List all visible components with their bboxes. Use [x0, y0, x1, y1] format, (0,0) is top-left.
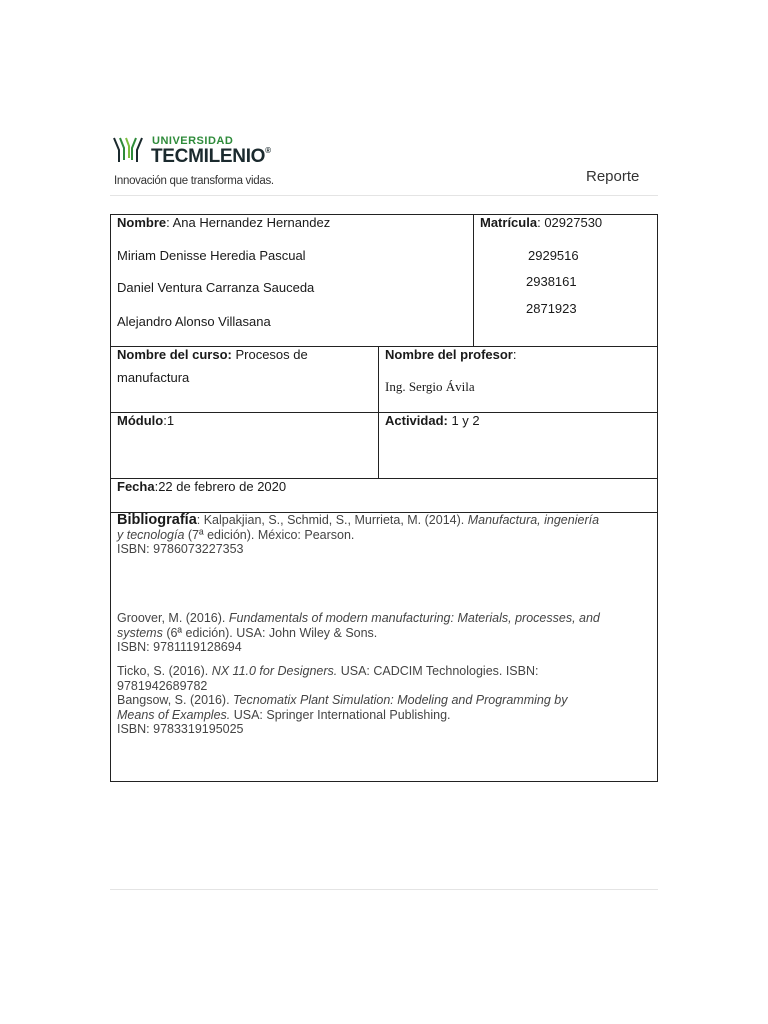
university-logo	[112, 134, 312, 194]
module-value: Módulo:1	[117, 413, 175, 428]
reference-4: Bangsow, S. (2016). Tecnomatix Plant Simulation: Modeling and Programming by Means of Examples. USA: Springer International Publishing. ISBN: 9783319195025	[117, 693, 568, 736]
report-label: Reporte	[586, 168, 640, 185]
matricula-cell	[474, 215, 657, 346]
module-cell	[111, 413, 378, 478]
matricula-4: 2871923	[526, 301, 577, 316]
matricula-3: 2938161	[526, 274, 577, 289]
professor-cell	[379, 347, 657, 412]
student-name-1: Nombre: Ana Hernandez Hernandez	[117, 215, 331, 230]
professor-name: Ing. Sergio Ávila	[385, 379, 475, 394]
matricula-1: Matrícula: 02927530	[480, 215, 603, 230]
course-name-cont: manufactura	[117, 370, 190, 385]
activity-value: Actividad: 1 y 2	[385, 413, 480, 428]
course-cell	[111, 347, 378, 412]
logo-small-text: UNIVERSIDAD	[152, 135, 234, 147]
bibliography-label: Bibliografía	[117, 512, 197, 528]
course-name: Nombre del curso: Procesos de	[117, 347, 308, 362]
footer-divider	[110, 889, 658, 890]
date-row	[111, 479, 657, 513]
bibliography-row	[111, 513, 657, 781]
logo-tagline: Innovación que transforma vidas.	[114, 175, 274, 187]
module-row	[111, 413, 657, 479]
student-names-cell	[111, 215, 473, 346]
matricula-2: 2929516	[528, 248, 579, 263]
reference-1: Bibliografía: Kalpakjian, S., Schmid, S., Murrieta, M. (2014). Manufactura, ingeniería y tecnología (7ª edición). México: Pearson. ISBN: 9786073227353	[117, 512, 600, 556]
cover-table	[110, 214, 658, 782]
tecmilenio-logo-icon	[112, 136, 146, 164]
reference-3: Ticko, S. (2016). NX 11.0 for Designers. USA: CADCIM Technologies. ISBN: 9781942689782	[117, 664, 539, 693]
student-name-3: Daniel Ventura Carranza Sauceda	[117, 280, 315, 295]
date-value: Fecha:22 de febrero de 2020	[117, 479, 287, 494]
header-divider	[110, 195, 658, 196]
logo-big-text: TECMILENIO®	[151, 146, 271, 167]
activity-cell	[379, 413, 657, 478]
course-row	[111, 347, 657, 413]
students-row	[111, 215, 657, 347]
professor-label: Nombre del profesor:	[385, 347, 517, 362]
student-name-2: Miriam Denisse Heredia Pascual	[117, 248, 306, 263]
student-name-4: Alejandro Alonso Villasana	[117, 314, 271, 329]
reference-2: Groover, M. (2016). Fundamentals of modern manufacturing: Materials, processes, and systems (6ª edición). USA: John Wiley & Sons. ISBN: 9781119128694	[117, 611, 600, 654]
